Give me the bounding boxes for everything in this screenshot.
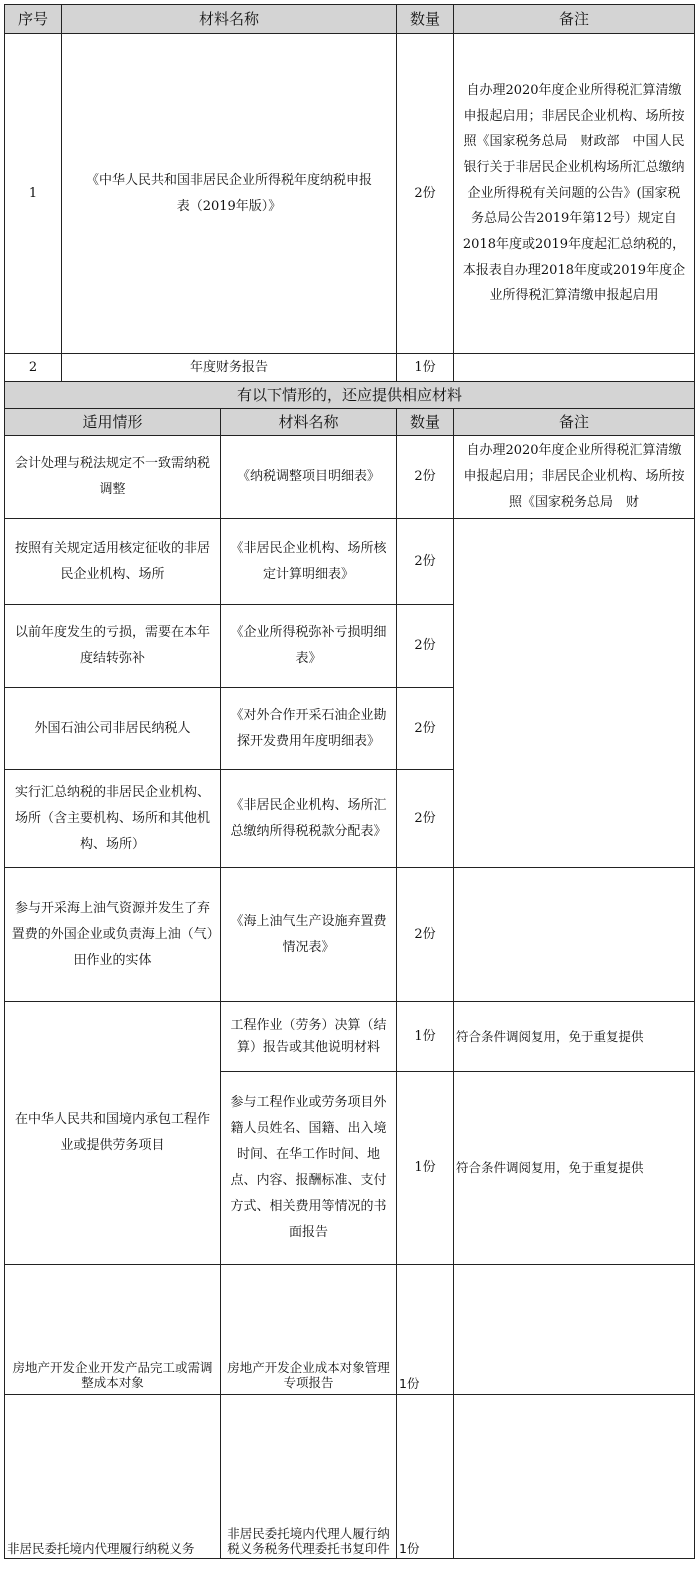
quantity: 2份	[397, 436, 454, 519]
materials-table	[4, 4, 695, 382]
applicable-case: 按照有关规定适用核定征收的非居民企业机构、场所	[5, 519, 221, 605]
material-name: 《海上油气生产设施弃置费情况表》	[221, 868, 397, 1002]
remarks: 符合条件调阅复用，免于重复提供	[454, 1002, 695, 1072]
quantity: 2份	[397, 770, 454, 868]
quantity: 2份	[397, 868, 454, 1002]
table-row	[5, 34, 695, 354]
quantity: 2份	[397, 688, 454, 770]
remarks	[454, 1265, 695, 1395]
material-name: 《纳税调整项目明细表》	[221, 436, 397, 519]
conditional-materials-table	[4, 381, 695, 1559]
material-name: 《对外合作开采石油企业勘探开发费用年度明细表》	[221, 688, 397, 770]
header-remarks: 备注	[454, 5, 695, 34]
remarks-merged-empty	[454, 519, 695, 868]
section-banner: 有以下情形的，还应提供相应材料	[5, 382, 695, 409]
applicable-case: 外国石油公司非居民纳税人	[5, 688, 221, 770]
table-row	[5, 1395, 695, 1559]
quantity: 2份	[397, 34, 454, 354]
quantity: 1份	[397, 1072, 454, 1265]
remarks: 符合条件调阅复用，免于重复提供	[454, 1072, 695, 1265]
remarks	[454, 1395, 695, 1559]
table-row	[5, 519, 695, 605]
table-row	[5, 1002, 695, 1072]
material-name: 参与工程作业或劳务项目外籍人员姓名、国籍、出入境时间、在华工作时间、地点、内容、报酬标准、支付方式、相关费用等情况的书面报告	[221, 1072, 397, 1265]
quantity: 2份	[397, 519, 454, 605]
applicable-case: 实行汇总纳税的非居民企业机构、场所（含主要机构、场所和其他机构、场所）	[5, 770, 221, 868]
remarks	[454, 868, 695, 1002]
material-name: 《中华人民共和国非居民企业所得税年度纳税申报表（2019年版）》	[62, 34, 397, 354]
quantity: 1份	[397, 354, 454, 382]
quantity: 1份	[397, 1265, 454, 1395]
table-row	[5, 436, 695, 519]
section-banner-row	[5, 382, 695, 409]
material-name: 《企业所得税弥补亏损明细表》	[221, 605, 397, 688]
material-name: 《非居民企业机构、场所核定计算明细表》	[221, 519, 397, 605]
applicable-case: 非居民委托境内代理履行纳税义务	[5, 1395, 221, 1559]
material-name: 非居民委托境内代理人履行纳税义务税务代理委托书复印件	[221, 1395, 397, 1559]
row-number: 2	[5, 354, 62, 382]
material-name: 《非居民企业机构、场所汇总缴纳所得税税款分配表》	[221, 770, 397, 868]
table-header-row	[5, 5, 695, 34]
remarks: 自办理2020年度企业所得税汇算清缴申报起启用；非居民企业机构、场所按照《国家税务总局 财政部 中国人民银行关于非居民企业机构场所汇总缴纳企业所得税有关问题的公告》(国家税务总局公告2019年第12号）规定自2018年度或2019年度起汇总纳税的，本报表自办理2018年度或2019年度企业所得税汇算清缴申报起启用	[454, 34, 695, 354]
remarks: 自办理2020年度企业所得税汇算清缴申报起启用；非居民企业机构、场所按照《国家税务总局 财	[454, 436, 695, 519]
table-row	[5, 354, 695, 382]
applicable-case: 以前年度发生的亏损，需要在本年度结转弥补	[5, 605, 221, 688]
quantity: 2份	[397, 605, 454, 688]
material-name: 年度财务报告	[62, 354, 397, 382]
header-material-name: 材料名称	[62, 5, 397, 34]
quantity: 1份	[397, 1002, 454, 1072]
material-name: 工程作业（劳务）决算（结算）报告或其他说明材料	[221, 1002, 397, 1072]
header-remarks: 备注	[454, 409, 695, 436]
header-no: 序号	[5, 5, 62, 34]
header-applicable-case: 适用情形	[5, 409, 221, 436]
header-quantity: 数量	[397, 409, 454, 436]
quantity: 1份	[397, 1395, 454, 1559]
material-name: 房地产开发企业成本对象管理专项报告	[221, 1265, 397, 1395]
table-row	[5, 1265, 695, 1395]
applicable-case: 房地产开发企业开发产品完工或需调整成本对象	[5, 1265, 221, 1395]
table-row	[5, 868, 695, 1002]
remarks	[454, 354, 695, 382]
applicable-case: 在中华人民共和国境内承包工程作业或提供劳务项目	[5, 1002, 221, 1265]
row-number: 1	[5, 34, 62, 354]
applicable-case: 参与开采海上油气资源并发生了弃置费的外国企业或负责海上油（气）田作业的实体	[5, 868, 221, 1002]
header-material-name: 材料名称	[221, 409, 397, 436]
header-quantity: 数量	[397, 5, 454, 34]
table-header-row	[5, 409, 695, 436]
applicable-case: 会计处理与税法规定不一致需纳税调整	[5, 436, 221, 519]
